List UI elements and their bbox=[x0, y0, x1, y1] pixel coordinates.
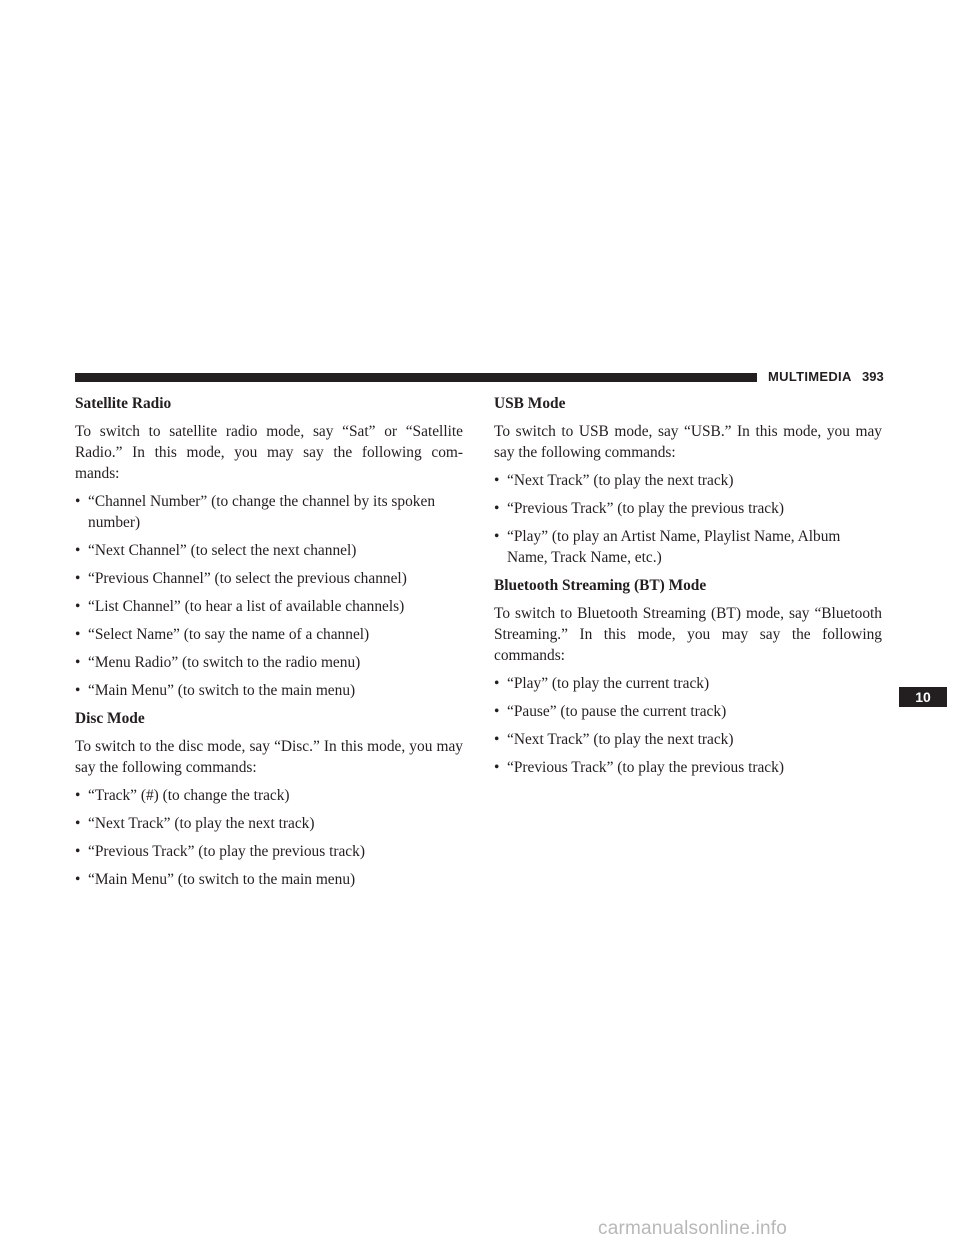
list-item bbox=[75, 841, 463, 862]
satellite-intro-line: Radio.” In this mode, you may say the following com- bbox=[75, 444, 463, 461]
list-item-text: “Next Channel” (to select the next channel) bbox=[88, 542, 357, 559]
bullet-icon: • bbox=[494, 731, 500, 748]
list-item-text: “Previous Channel” (to select the previous channel) bbox=[88, 570, 407, 587]
disc-command-list bbox=[75, 785, 463, 890]
satellite-command-list bbox=[75, 491, 463, 701]
usb-command-list bbox=[494, 470, 882, 568]
bullet-icon: • bbox=[75, 843, 81, 860]
header-rule bbox=[75, 373, 757, 382]
usb-mode-heading: USB Mode bbox=[494, 395, 566, 412]
bullet-icon: • bbox=[75, 871, 81, 888]
list-item-text: “Track” (#) (to change the track) bbox=[88, 787, 290, 804]
satellite-intro-line: To switch to satellite radio mode, say “Sat” or “Satellite bbox=[75, 423, 463, 440]
list-item bbox=[75, 568, 463, 589]
list-item bbox=[494, 470, 882, 491]
list-item bbox=[75, 652, 463, 673]
list-item-text: “Play” (to play the current track) bbox=[507, 675, 710, 692]
list-item bbox=[75, 540, 463, 561]
bullet-icon: • bbox=[75, 787, 81, 804]
bluetooth-command-list bbox=[494, 673, 882, 778]
satellite-radio-intro bbox=[75, 421, 463, 484]
list-item bbox=[494, 673, 882, 694]
list-item bbox=[494, 757, 882, 778]
list-item-text: “List Channel” (to hear a list of available channels) bbox=[88, 598, 405, 615]
list-item-text: “Pause” (to pause the current track) bbox=[507, 703, 727, 720]
satellite-radio-heading: Satellite Radio bbox=[75, 395, 172, 412]
list-item-text: “Menu Radio” (to switch to the radio menu) bbox=[88, 654, 361, 671]
bullet-icon: • bbox=[75, 542, 81, 559]
bullet-icon: • bbox=[494, 472, 500, 489]
list-item bbox=[75, 785, 463, 806]
list-item bbox=[494, 701, 882, 722]
right-column bbox=[494, 393, 882, 785]
list-item bbox=[75, 813, 463, 834]
footer-watermark: carmanualsonline.info bbox=[598, 1218, 788, 1239]
list-item bbox=[494, 498, 882, 519]
list-item bbox=[75, 624, 463, 645]
usb-mode-intro: To switch to USB mode, say “USB.” In this mode, you may say the following commands: bbox=[494, 423, 882, 461]
list-item-text: “Next Track” (to play the next track) bbox=[507, 472, 734, 489]
chapter-tab: 10 bbox=[899, 687, 947, 707]
bluetooth-streaming-intro: To switch to Bluetooth Streaming (BT) mode, say “Bluetooth Streaming.” In this mode, you may say the following commands: bbox=[494, 605, 882, 664]
left-column bbox=[75, 393, 463, 897]
list-item bbox=[494, 526, 882, 568]
header-section-title: MULTIMEDIA bbox=[768, 369, 852, 384]
list-item bbox=[75, 680, 463, 701]
bullet-icon: • bbox=[494, 528, 500, 545]
disc-mode-intro: To switch to the disc mode, say “Disc.” In this mode, you may say the following commands: bbox=[75, 738, 463, 776]
bluetooth-streaming-heading: Bluetooth Streaming (BT) Mode bbox=[494, 577, 707, 594]
list-item-text: “Play” (to play an Artist Name, Playlist Name, Album Name, Track Name, etc.) bbox=[507, 528, 841, 566]
list-item-text: “Main Menu” (to switch to the main menu) bbox=[88, 682, 356, 699]
bullet-icon: • bbox=[494, 500, 500, 517]
bullet-icon: • bbox=[75, 493, 81, 510]
list-item-text: “Channel Number” (to change the channel by its spoken number) bbox=[88, 493, 436, 531]
bullet-icon: • bbox=[494, 703, 500, 720]
list-item-text: “Previous Track” (to play the previous track) bbox=[507, 500, 784, 517]
list-item-text: “Next Track” (to play the next track) bbox=[88, 815, 315, 832]
list-item bbox=[494, 729, 882, 750]
satellite-intro-line: mands: bbox=[75, 465, 120, 482]
list-item bbox=[75, 491, 463, 533]
list-item bbox=[75, 869, 463, 890]
list-item bbox=[75, 596, 463, 617]
list-item-text: “Main Menu” (to switch to the main menu) bbox=[88, 871, 356, 888]
page-number: 393 bbox=[862, 369, 884, 384]
bullet-icon: • bbox=[75, 570, 81, 587]
list-item-text: “Next Track” (to play the next track) bbox=[507, 731, 734, 748]
bullet-icon: • bbox=[75, 598, 81, 615]
list-item-text: “Previous Track” (to play the previous track) bbox=[507, 759, 784, 776]
disc-mode-heading: Disc Mode bbox=[75, 710, 145, 727]
bullet-icon: • bbox=[75, 815, 81, 832]
bullet-icon: • bbox=[494, 759, 500, 776]
list-item-text: “Select Name” (to say the name of a channel) bbox=[88, 626, 370, 643]
bullet-icon: • bbox=[75, 626, 81, 643]
list-item-text: “Previous Track” (to play the previous track) bbox=[88, 843, 365, 860]
bullet-icon: • bbox=[75, 682, 81, 699]
bullet-icon: • bbox=[75, 654, 81, 671]
bullet-icon: • bbox=[494, 675, 500, 692]
